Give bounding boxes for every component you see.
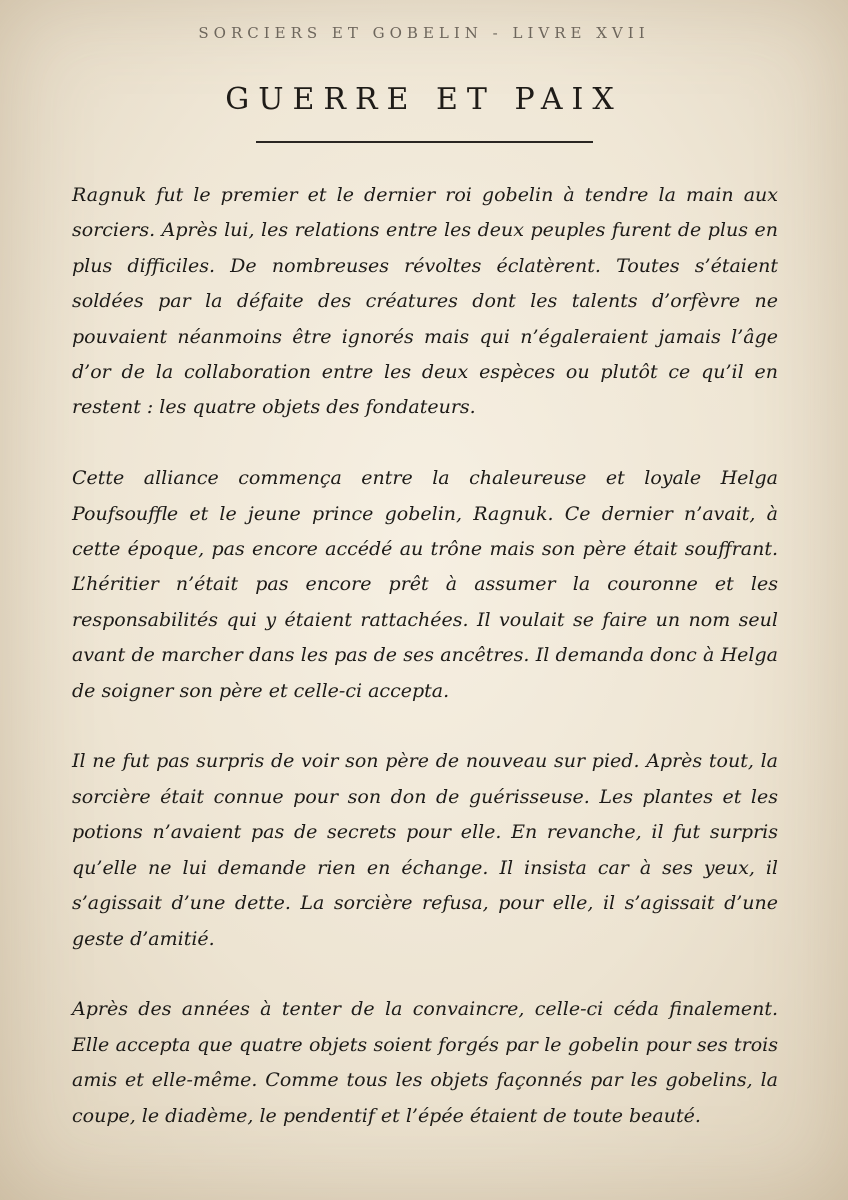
paragraph-4: Après des années à tenter de la convaincre, celle-ci céda finalement. Elle accepta que quatre objets soient forgés par le gobelin pour ses trois amis et elle-même. Comme tous les objets façonnés par les gobelins, la coupe, le diadème, le pendentif et l’épée étaient de toute beauté. xyxy=(72,998,778,1127)
chapter-title: GUERRE ET PAIX xyxy=(225,82,623,117)
chapter-body xyxy=(72,178,778,1134)
paragraph-1: Ragnuk fut le premier et le dernier roi gobelin à tendre la main aux sorciers. Après lui, les relations entre les deux peuples furent de plus en plus difficiles. De nombreuses révoltes éclatèrent. Toutes s’étaient soldées par la défaite des créatures dont les talents d’orfèvre ne pouvaient néanmoins être ignorés mais qui n’égaleraient jamais l’âge d’or de la collaboration entre les deux espèces ou plutôt ce qu’il en restent : les quatre objets des fondateurs. xyxy=(72,184,778,419)
title-divider xyxy=(256,141,593,143)
running-header: SORCIERS ET GOBELIN - LIVRE XVII xyxy=(198,24,650,42)
paragraph-2: Cette alliance commença entre la chaleureuse et loyale Helga Poufsouffle et le jeune prince gobelin, Ragnuk. Ce dernier n’avait, à cette époque, pas encore accédé au trône mais son père était souffrant. L’héritier n’était pas encore prêt à assumer la couronne et les responsabilités qui y étaient rattachées. Il voulait se faire un nom seul avant de marcher dans les pas de ses ancêtres. Il demanda donc à Helga de soigner son père et celle-ci accepta. xyxy=(72,467,778,702)
paragraph-3: Il ne fut pas surpris de voir son père de nouveau sur pied. Après tout, la sorcière était connue pour son don de guérisseuse. Les plantes et les potions n’avaient pas de secrets pour elle. En revanche, il fut surpris qu’elle ne lui demande rien en échange. Il insista car à ses yeux, il s’agissait d’une dette. La sorcière refusa, pour elle, il s’agissait d’une geste d’amitié. xyxy=(72,750,778,950)
